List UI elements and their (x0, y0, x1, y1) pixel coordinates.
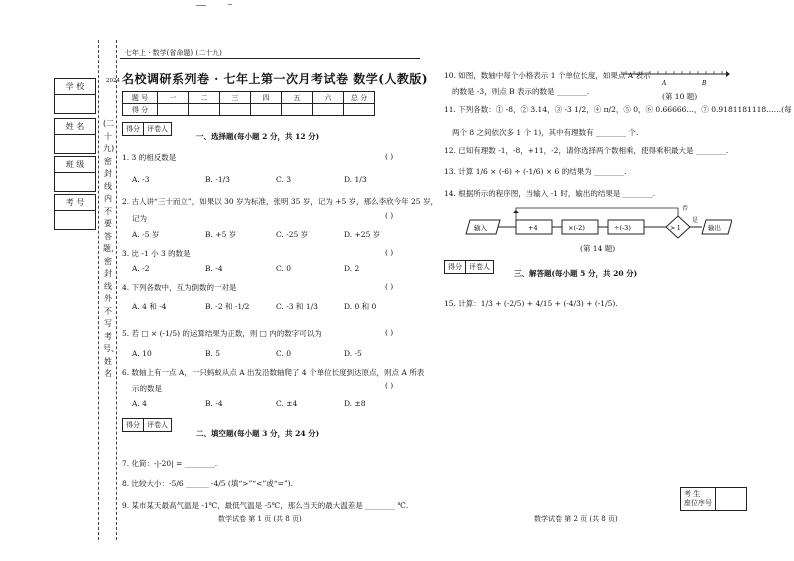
header-rule (120, 58, 420, 59)
q7-stem: 7. 化简：-|-20| = ________. (122, 459, 218, 468)
seal-line (98, 40, 99, 540)
seat-number-blank (716, 488, 746, 510)
flow-output: 输出 (708, 224, 721, 232)
q14-stem: 14. 根据所示的程序图，当输入 -1 时，输出的结果是 ________. (444, 189, 656, 198)
q6-stem-cont: 示的数是 (132, 384, 162, 393)
seat-number-label: 考 生 座位序号 (681, 488, 716, 510)
q12-stem: 12. 已知有理数 -1，-8，+11，-2，请你选择两个数相乘，使得乘积最大是 ________. (444, 146, 729, 155)
q9-stem: 9. 某市某天最高气温是 -1℃，最低气温是 -5℃，那么当天的最大温差是 ________ ℃. (122, 501, 409, 510)
class-box (54, 156, 96, 192)
flow-step1: +4 (528, 224, 538, 232)
section3-heading: 三、解答题(每小题 5 分，共 20 分) (514, 269, 638, 278)
flow-step3: ÷(-3) (614, 224, 631, 232)
score-cell: 四 (251, 92, 282, 104)
q4-option-a: A. 4 和 -4 (132, 302, 167, 311)
q4-option-b: B. -2 和 -1/2 (205, 302, 250, 311)
q3-option-c: C. 0 (276, 264, 292, 273)
q2-paren: ( ) (385, 211, 394, 220)
score-cell: 总 分 (344, 92, 375, 104)
score-cell (251, 104, 282, 116)
score-cell: 五 (282, 92, 313, 104)
flow-input: 输入 (474, 224, 487, 232)
q2-stem-cont: 记为 (132, 214, 147, 223)
score-cell: 得 分 (123, 104, 158, 116)
scan-mark (196, 5, 206, 6)
footer-right: 数学试卷 第 2 页 (共 8 页) (534, 515, 618, 523)
grader-name-label: 评卷人 (147, 125, 168, 133)
seal-line-text: (二十九)密封线内不要答题，密封线外不写考号、姓名 (103, 119, 119, 378)
q13-stem: 13. 计算 1/6 × (-6) ÷ (-1/6) × 6 的结果为 ________. (444, 167, 627, 176)
q15-stem: 15. 计算：1/3 + (-2/5) + 4/15 + (-4/3) + (-1/5). (444, 299, 618, 308)
name-label: 姓 名 (55, 119, 95, 135)
flow-step2: ×(-2) (568, 224, 585, 232)
score-cell: 六 (313, 92, 344, 104)
q1-option-b: B. -1/3 (205, 175, 230, 184)
q4-option-c: C. -3 和 1/3 (276, 302, 318, 311)
q2-option-d: D. +25 岁 (344, 230, 381, 239)
flow-cond: > 1 (670, 225, 681, 232)
score-cell: 三 (220, 92, 251, 104)
series-line: 七年上 · 数学(省命题) (二十九) (125, 49, 222, 57)
q2-stem: 2. 古人讲“三十而立”，如果以 30 岁为标准，张明 35 岁，记为 +5 岁，那么李欣今年 25 岁， (122, 197, 438, 206)
q1-paren: ( ) (385, 152, 394, 161)
page-title: 名校调研系列卷 · 七年上第一次月考试卷 数学(人教版) (122, 72, 429, 86)
grader-name-label: 评卷人 (469, 263, 490, 271)
q10-caption: (第 10 题) (662, 92, 698, 101)
class-label: 班 级 (55, 157, 95, 173)
score-table-header-row (123, 92, 375, 104)
q5-paren: ( ) (385, 328, 394, 337)
flow-no: 否 (682, 205, 689, 212)
scan-mark (228, 4, 232, 5)
q6-option-d: D. ±8 (344, 399, 366, 408)
school-box (54, 78, 96, 114)
q6-option-b: B. -4 (205, 399, 223, 408)
score-cell: 一 (158, 92, 189, 104)
score-cell (313, 104, 344, 116)
grader-box-3 (444, 260, 494, 274)
q4-option-d: D. 0 和 0 (344, 302, 377, 311)
q1-option-d: D. 1/3 (344, 175, 367, 184)
score-cell (158, 104, 189, 116)
q3-option-d: D. 2 (344, 264, 360, 273)
score-cell (220, 104, 251, 116)
footer-left: 数学试卷 第 1 页 (共 8 页) (218, 515, 302, 523)
q3-option-b: B. -4 (205, 264, 223, 273)
seat-number-box (680, 487, 747, 511)
grader-name-label: 评卷人 (147, 421, 168, 429)
point-a-label: A (662, 80, 667, 87)
score-cell (189, 104, 220, 116)
grader-box (122, 122, 172, 136)
q10-stem: 10. 如图，数轴中每个小格表示 1 个单位长度，如果点 A 表示 (444, 71, 651, 80)
name-box (54, 118, 96, 154)
score-table-score-row (123, 104, 375, 116)
q2-option-c: C. -25 岁 (276, 230, 309, 239)
q11-stem-cont: 两个 8 之间依次多 1 个 1)，其中有理数有 ________ 个. (452, 128, 639, 137)
q1-option-c: C. 3 (276, 175, 292, 184)
q1-stem: 1. 3 的相反数是 (122, 153, 177, 162)
q6-option-a: A. 4 (132, 399, 147, 408)
q3-option-a: A. -2 (132, 264, 150, 273)
section1-heading: 一、选择题(每小题 2 分，共 12 分) (196, 132, 320, 141)
q6-stem: 6. 数轴上有一点 A，一只蚂蚁从点 A 出发沿数轴爬了 4 个单位长度到达原点，则点 A 所表 (122, 368, 425, 377)
flow-yes: 是 (692, 217, 699, 224)
point-b-label: B (702, 80, 707, 87)
grader-score-label: 得分 (445, 261, 466, 273)
score-cell: 题 号 (123, 92, 158, 104)
q5-stem: 5. 若 □ × (-1/5) 的运算结果为正数，则 □ 内的数字可以为 (122, 329, 322, 338)
q6-option-c: C. ±4 (276, 399, 298, 408)
q3-stem: 3. 比 -1 小 3 的数是 (122, 249, 191, 258)
number-line-figure (620, 66, 730, 88)
number-label: 考 号 (55, 195, 95, 211)
q5-option-d: D. -5 (344, 349, 362, 358)
grader-score-label: 得分 (123, 419, 144, 431)
q8-stem: 8. 比较大小：-5/6 ______ -4/5 (填“>”“<”或“=”). (122, 479, 293, 488)
q2-option-a: A. -5 岁 (132, 230, 160, 239)
grader-score-label: 得分 (123, 123, 144, 135)
section2-heading: 二、填空题(每小题 3 分，共 24 分) (196, 429, 320, 438)
year-vertical: 2024 (106, 78, 120, 84)
number-box (54, 194, 96, 230)
grader-box-2 (122, 418, 172, 432)
q4-paren: ( ) (385, 282, 394, 291)
score-table (122, 91, 375, 116)
q2-option-b: B. +5 岁 (205, 230, 237, 239)
q5-option-a: A. 10 (132, 349, 152, 358)
q5-option-b: B. 5 (205, 349, 221, 358)
q5-option-c: C. 0 (276, 349, 292, 358)
q10-stem-cont: 的数是 -3，则点 B 表示的数是 ________. (452, 87, 590, 96)
q14-caption: (第 14 题) (580, 244, 616, 253)
score-cell (282, 104, 313, 116)
school-label: 学 校 (55, 79, 95, 95)
score-cell: 二 (189, 92, 220, 104)
q1-option-a: A. -3 (132, 175, 150, 184)
q6-paren: ( ) (385, 381, 394, 390)
score-cell (344, 104, 375, 116)
seal-line-inner (116, 40, 117, 540)
q4-stem: 4. 下列各数中，互为倒数的一对是 (122, 283, 237, 292)
q3-paren: ( ) (385, 248, 394, 257)
q11-stem: 11. 下列各数：① -8，② 3.14，③ -3 1/2，④ π/2，⑤ 0，⑥ 0.66666…，⑦ 0.9181181118……(每 (444, 105, 792, 114)
flowchart (462, 200, 732, 240)
